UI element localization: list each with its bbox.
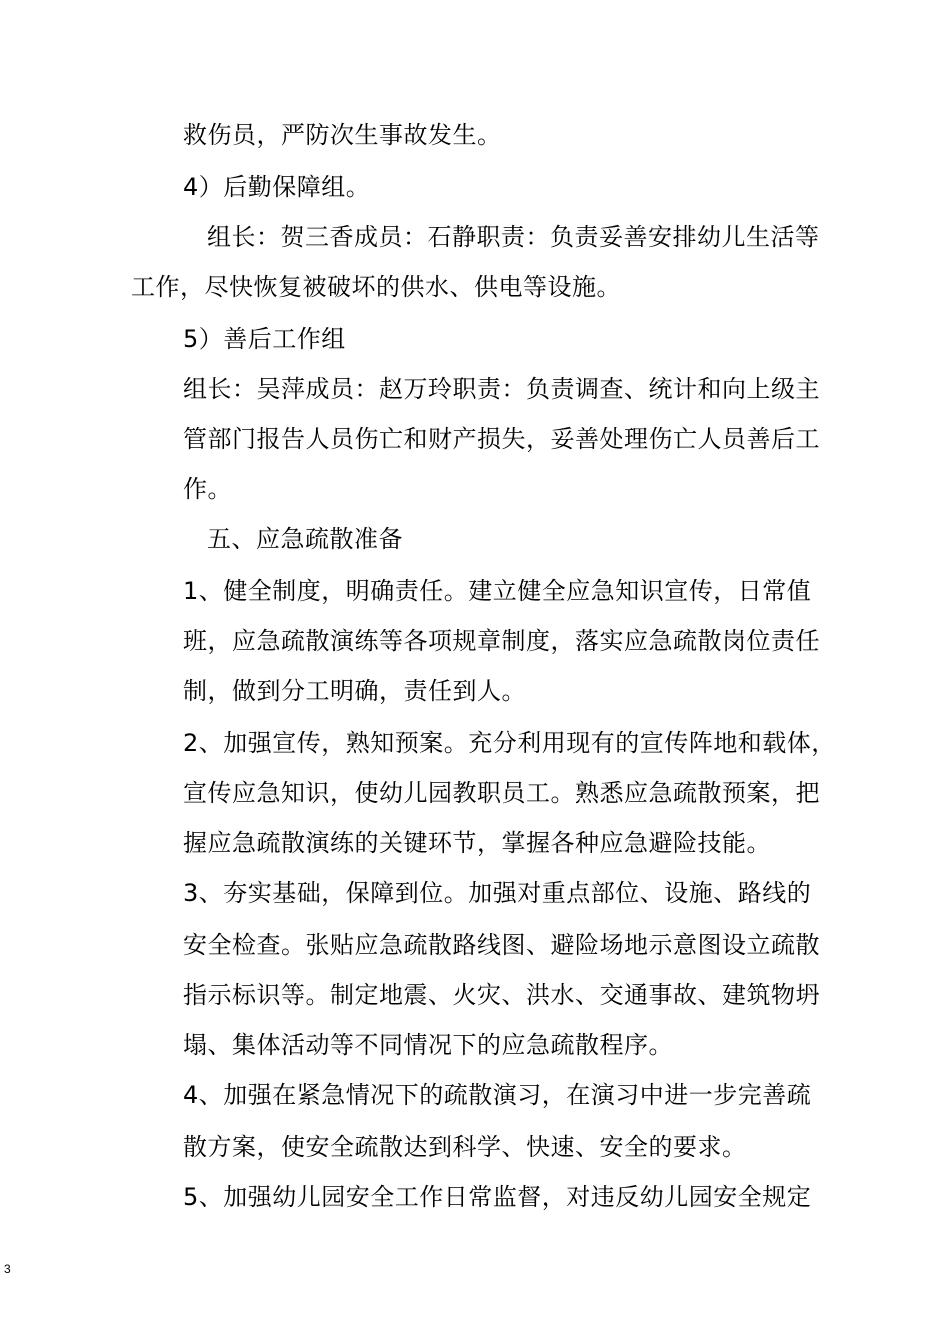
section-heading: 4）后勤保障组。 — [183, 173, 371, 201]
text-line: 3、夯实基础，保障到位。加强对重点部位、设施、路线的 — [183, 879, 812, 907]
text-line: 组长：贺三香成员：石静职责：负责妥善安排幼儿生活等 — [207, 223, 820, 251]
text-line: 5、加强幼儿园安全工作日常监督，对违反幼儿园安全规定 — [183, 1183, 812, 1211]
section-heading: 五、应急疏散准备 — [207, 525, 403, 553]
text-line: 塌、集体活动等不同情况下的应急疏散程序。 — [183, 1031, 673, 1059]
text-line: 班，应急疏散演练等各项规章制度，落实应急疏散岗位责任 — [183, 627, 820, 655]
text-line: 安全检查。张贴应急疏散路线图、避险场地示意图设立疏散 — [183, 931, 820, 959]
text-line: 4、加强在紧急情况下的疏散演习，在演习中进一步完善疏 — [183, 1081, 812, 1109]
text-line: 工作，尽快恢复被破坏的供水、供电等设施。 — [131, 273, 621, 301]
text-line: 作。 — [183, 475, 232, 503]
text-line: 1、健全制度，明确责任。建立健全应急知识宣传，日常值 — [183, 577, 812, 605]
text-line: 宣传应急知识，使幼儿园教职员工。熟悉应急疏散预案，把 — [183, 779, 820, 807]
text-line: 散方案，使安全疏散达到科学、快速、安全的要求。 — [183, 1133, 747, 1161]
section-heading: 5）善后工作组 — [183, 325, 346, 353]
text-line: 组长：吴萍成员：赵万玲职责：负责调查、统计和向上级主 — [183, 375, 820, 403]
text-line: 握应急疏散演练的关键环节，掌握各种应急避险技能。 — [183, 829, 771, 857]
text-line: 指示标识等。制定地震、火灾、洪水、交通事故、建筑物坍 — [183, 981, 820, 1009]
text-line: 管部门报告人员伤亡和财产损失，妥善处理伤亡人员善后工 — [183, 425, 820, 453]
text-line: 制，做到分工明确，责任到人。 — [183, 677, 526, 705]
text-line: 救伤员，严防次生事故发生。 — [183, 121, 502, 149]
page-number: 3 — [4, 1262, 11, 1276]
text-line: 2、加强宣传，熟知预案。充分利用现有的宣传阵地和载体， — [183, 729, 836, 757]
